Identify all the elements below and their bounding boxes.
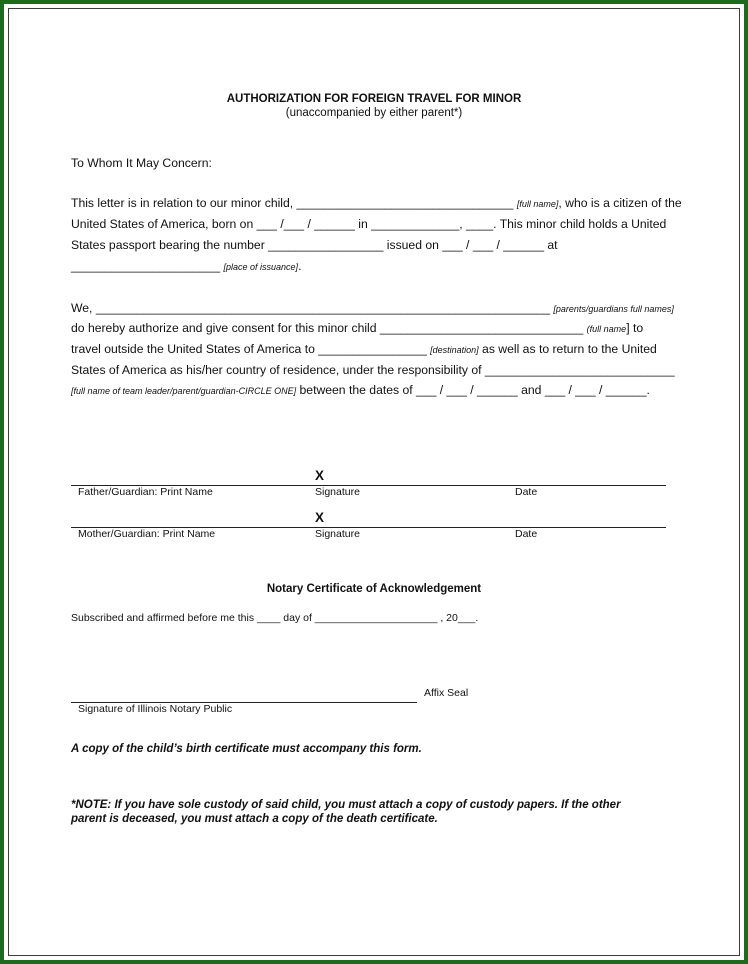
affix-seal-label: Affix Seal xyxy=(424,687,469,699)
mother-print-name-label: Mother/Guardian: Print Name xyxy=(78,528,216,540)
salutation: To Whom It May Concern: xyxy=(71,156,212,170)
para2-line2 xyxy=(71,321,643,335)
child-full-name-note: (full name xyxy=(586,324,627,334)
para2-line3-end: as well as to return to the United xyxy=(478,342,657,356)
notary-signature-label: Signature of Illinois Notary Public xyxy=(78,703,233,715)
notary-heading: Notary Certificate of Acknowledgement xyxy=(266,583,482,595)
document-subtitle: (unaccompanied by either parent*) xyxy=(285,107,463,119)
para1-line1-text: This letter is in relation to our minor child, ________________________________ xyxy=(71,196,514,210)
father-date-label: Date xyxy=(515,486,538,498)
destination-note: [destination] xyxy=(430,345,479,355)
document-title: AUTHORIZATION FOR FOREIGN TRAVEL FOR MINOR xyxy=(226,93,522,105)
para1-line2: United States of America, born on ___ /___ / ______ in _____________, ____. This minor child holds a United xyxy=(71,217,667,231)
mother-signature-label: Signature xyxy=(315,528,360,540)
full-name-note: [full name] xyxy=(516,199,559,209)
parents-names-note: [parents/guardians full names] xyxy=(553,304,674,314)
para1-line1-end: , who is a citizen of the xyxy=(558,196,682,210)
mother-date-label: Date xyxy=(515,528,538,540)
place-blank: ______________________ xyxy=(71,259,221,273)
custody-note-line1: *NOTE: If you have sole custody of said child, you must attach a copy of custody papers. If the other xyxy=(71,799,621,811)
para2-line3-text: travel outside the United States of America to ________________ xyxy=(71,342,427,356)
para2-line4: States of America as his/her country of residence, under the responsibility of ____________________________ xyxy=(71,363,675,377)
birth-certificate-note: A copy of the child’s birth certificate must accompany this form. xyxy=(71,743,422,755)
para2-line1 xyxy=(71,301,674,315)
para1-line4 xyxy=(71,259,301,273)
para1-line3: States passport bearing the number _________________ issued on ___ / ___ / ______ at xyxy=(71,238,558,252)
para2-line2-text: do hereby authorize and give consent for this minor child ______________________________ xyxy=(71,321,584,335)
father-print-name-label: Father/Guardian: Print Name xyxy=(78,486,213,498)
parents-blank: We, ___________________________________________________________________ xyxy=(71,301,550,315)
para1-line1 xyxy=(71,196,682,210)
para2-line5-end: between the dates of ___ / ___ / ______ and ___ / ___ / ______. xyxy=(296,383,650,397)
para2-line5 xyxy=(71,383,650,397)
father-x-mark: X xyxy=(315,468,325,483)
place-of-issuance-note: [place of issuance] xyxy=(223,262,299,272)
notary-subscribed-line: Subscribed and affirmed before me this ____ day of _____________________ , 20___. xyxy=(71,612,479,624)
para2-line3 xyxy=(71,342,657,356)
father-signature-label: Signature xyxy=(315,486,360,498)
para1-line4-end: . xyxy=(298,259,302,273)
para2-line2-end: ] to xyxy=(626,321,644,335)
team-leader-note: [full name of team leader/parent/guardian-CIRCLE ONE] xyxy=(71,386,297,396)
mother-x-mark: X xyxy=(315,510,325,525)
custody-note-line2: parent is deceased, you must attach a copy of the death certificate. xyxy=(71,813,438,825)
